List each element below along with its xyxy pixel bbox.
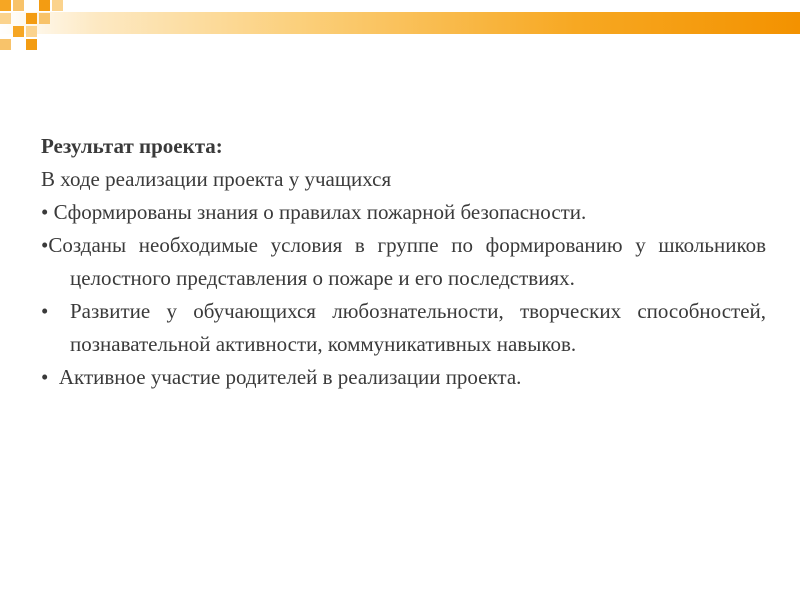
bullet-icon: • [41, 200, 49, 224]
result-heading: Результат проекта: [41, 134, 223, 158]
bullet-icon: • [41, 365, 49, 389]
intro-line: В ходе реализации проекта у учащихся [41, 167, 392, 191]
result-item-1 [41, 196, 766, 229]
slide-body [41, 130, 766, 394]
result-item-4 [41, 361, 766, 394]
result-item-2 [41, 229, 766, 295]
result-item-text: Сформированы знания о правилах пожарной безопасности. [53, 200, 587, 224]
bullet-icon: • [41, 233, 49, 257]
result-item-text: Созданы необходимые условия в группе по формированию у школьников целостного представления о пожаре и его последствиях. [48, 233, 766, 290]
result-item-text: Активное участие родителей в реализации проекта. [58, 365, 522, 389]
result-item-text: Развитие у обучающихся любознательности, творческих способностей, познавательной активности, коммуникативных навыков. [70, 299, 766, 356]
bullet-icon: • [41, 299, 49, 323]
header-gradient-bar [0, 12, 800, 34]
result-item-3 [41, 295, 766, 361]
